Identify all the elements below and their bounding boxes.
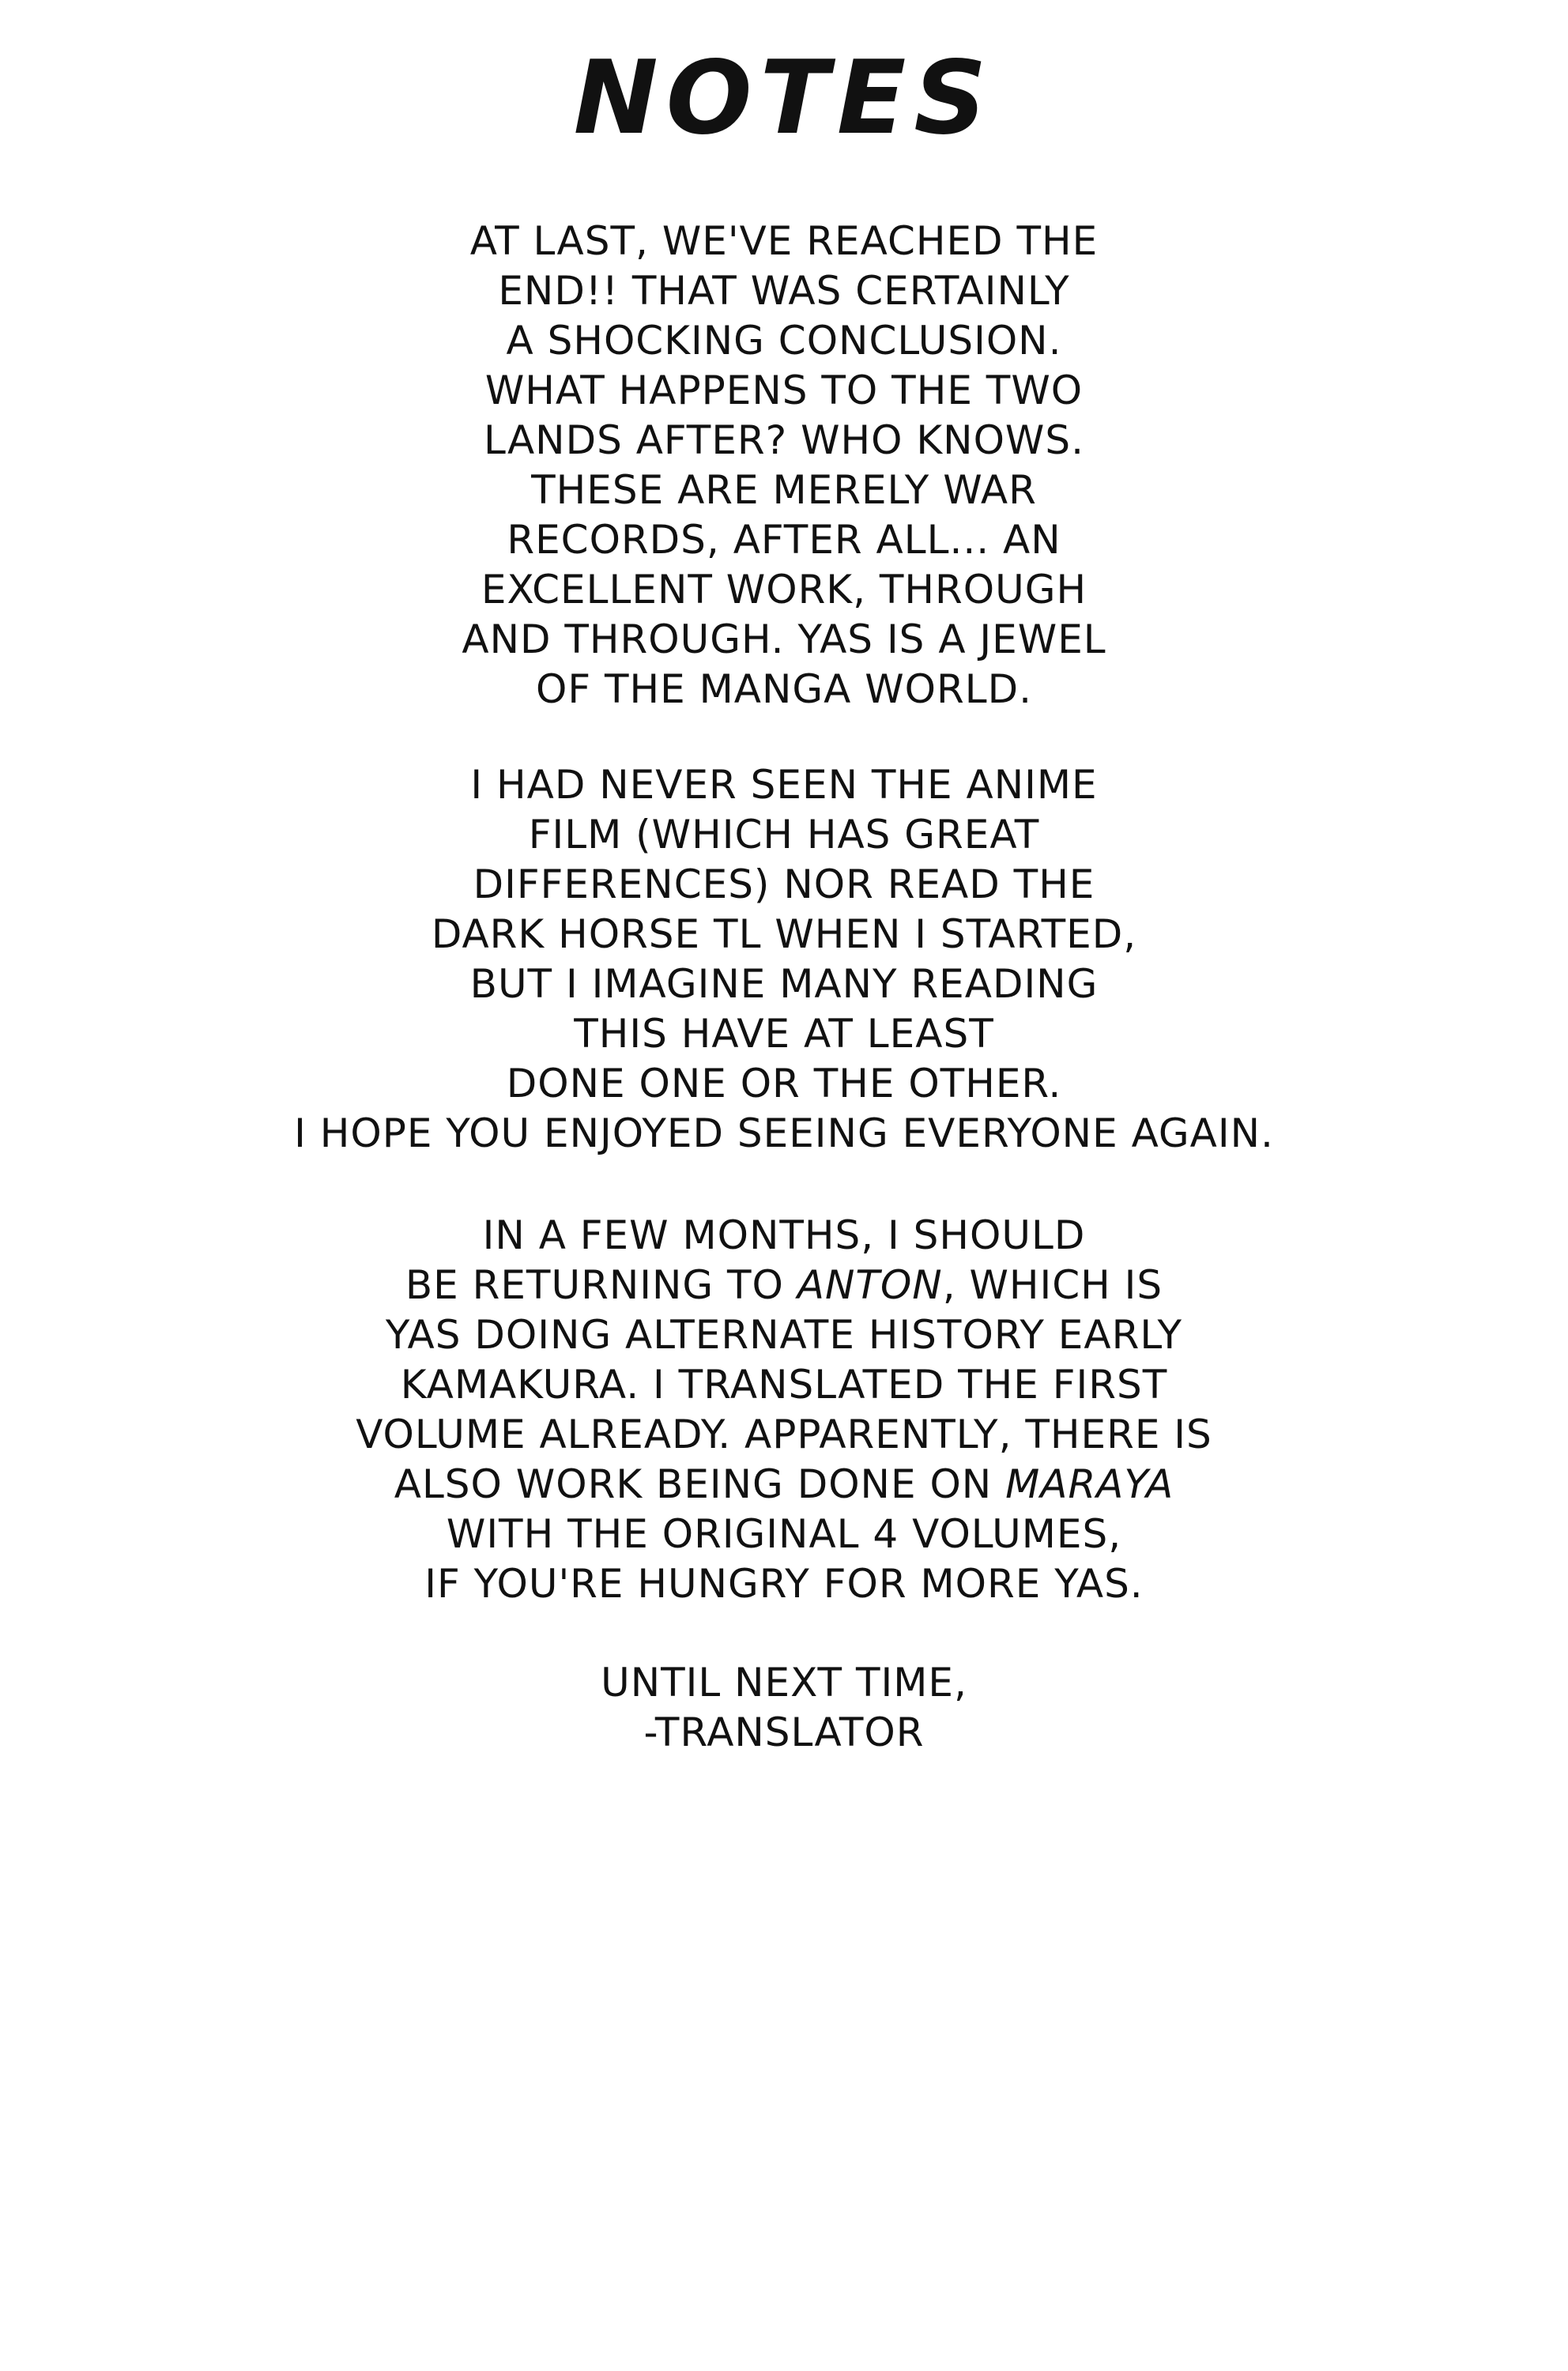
text-line: END!! THAT WAS CERTAINLY (498, 268, 1070, 314)
text-line: I HOPE YOU ENJOYED SEEING EVERYONE AGAIN. (294, 1110, 1274, 1156)
page-title: NOTES (573, 40, 995, 157)
text-line: A SHOCKING CONCLUSION. (506, 318, 1062, 364)
text-line: DIFFERENCES) NOR READ THE (473, 861, 1095, 907)
text-line: OF THE MANGA WORLD. (535, 666, 1032, 712)
text-line: THIS HAVE AT LEAST (574, 1011, 994, 1057)
text-line: VOLUME ALREADY. APPARENTLY, THERE IS (356, 1412, 1212, 1457)
text-line: RECORDS, AFTER ALL... AN (507, 517, 1061, 563)
text-line: IN A FEW MONTHS, I SHOULD (482, 1212, 1086, 1258)
paragraph-closing-remarks (0, 217, 1568, 714)
text-line: WHAT HAPPENS TO THE TWO (484, 368, 1084, 413)
text-line: YAS DOING ALTERNATE HISTORY EARLY (385, 1312, 1183, 1358)
text-segment: , WHICH IS (942, 1262, 1163, 1308)
text-line-with-title (0, 1460, 1568, 1510)
work-title: MARAYA (1005, 1461, 1174, 1507)
text-line: IF YOU'RE HUNGRY FOR MORE YAS. (424, 1561, 1144, 1607)
paragraph-anime-note (0, 760, 1568, 1159)
signature-block (0, 1658, 1568, 1758)
text-line: EXCELLENT WORK, THROUGH (481, 567, 1087, 613)
text-line: KAMAKURA. I TRANSLATED THE FIRST (400, 1362, 1168, 1408)
text-line: THESE ARE MERELY WAR (531, 467, 1037, 513)
sign-off-line: UNTIL NEXT TIME, (601, 1660, 967, 1706)
text-line: AND THROUGH. YAS IS A JEWEL (462, 616, 1106, 662)
text-line: FILM (WHICH HAS GREAT (528, 812, 1040, 858)
text-line: AT LAST, WE'VE REACHED THE (469, 218, 1099, 264)
text-line: DONE ONE OR THE OTHER. (506, 1061, 1062, 1106)
text-line: LANDS AFTER? WHO KNOWS. (483, 417, 1085, 463)
work-title: ANTON (797, 1262, 943, 1308)
text-line: BUT I IMAGINE MANY READING (469, 961, 1099, 1007)
text-segment: BE RETURNING TO (405, 1262, 797, 1308)
text-line: I HAD NEVER SEEN THE ANIME (470, 762, 1098, 808)
text-line: DARK HORSE TL WHEN I STARTED, (431, 911, 1137, 957)
text-line: WITH THE ORIGINAL 4 VOLUMES, (446, 1511, 1122, 1557)
paragraph-future-work (0, 1211, 1568, 1609)
text-line-with-title (0, 1261, 1568, 1310)
signature-line: -TRANSLATOR (643, 1709, 925, 1755)
text-segment: ALSO WORK BEING DONE ON (394, 1461, 1006, 1507)
